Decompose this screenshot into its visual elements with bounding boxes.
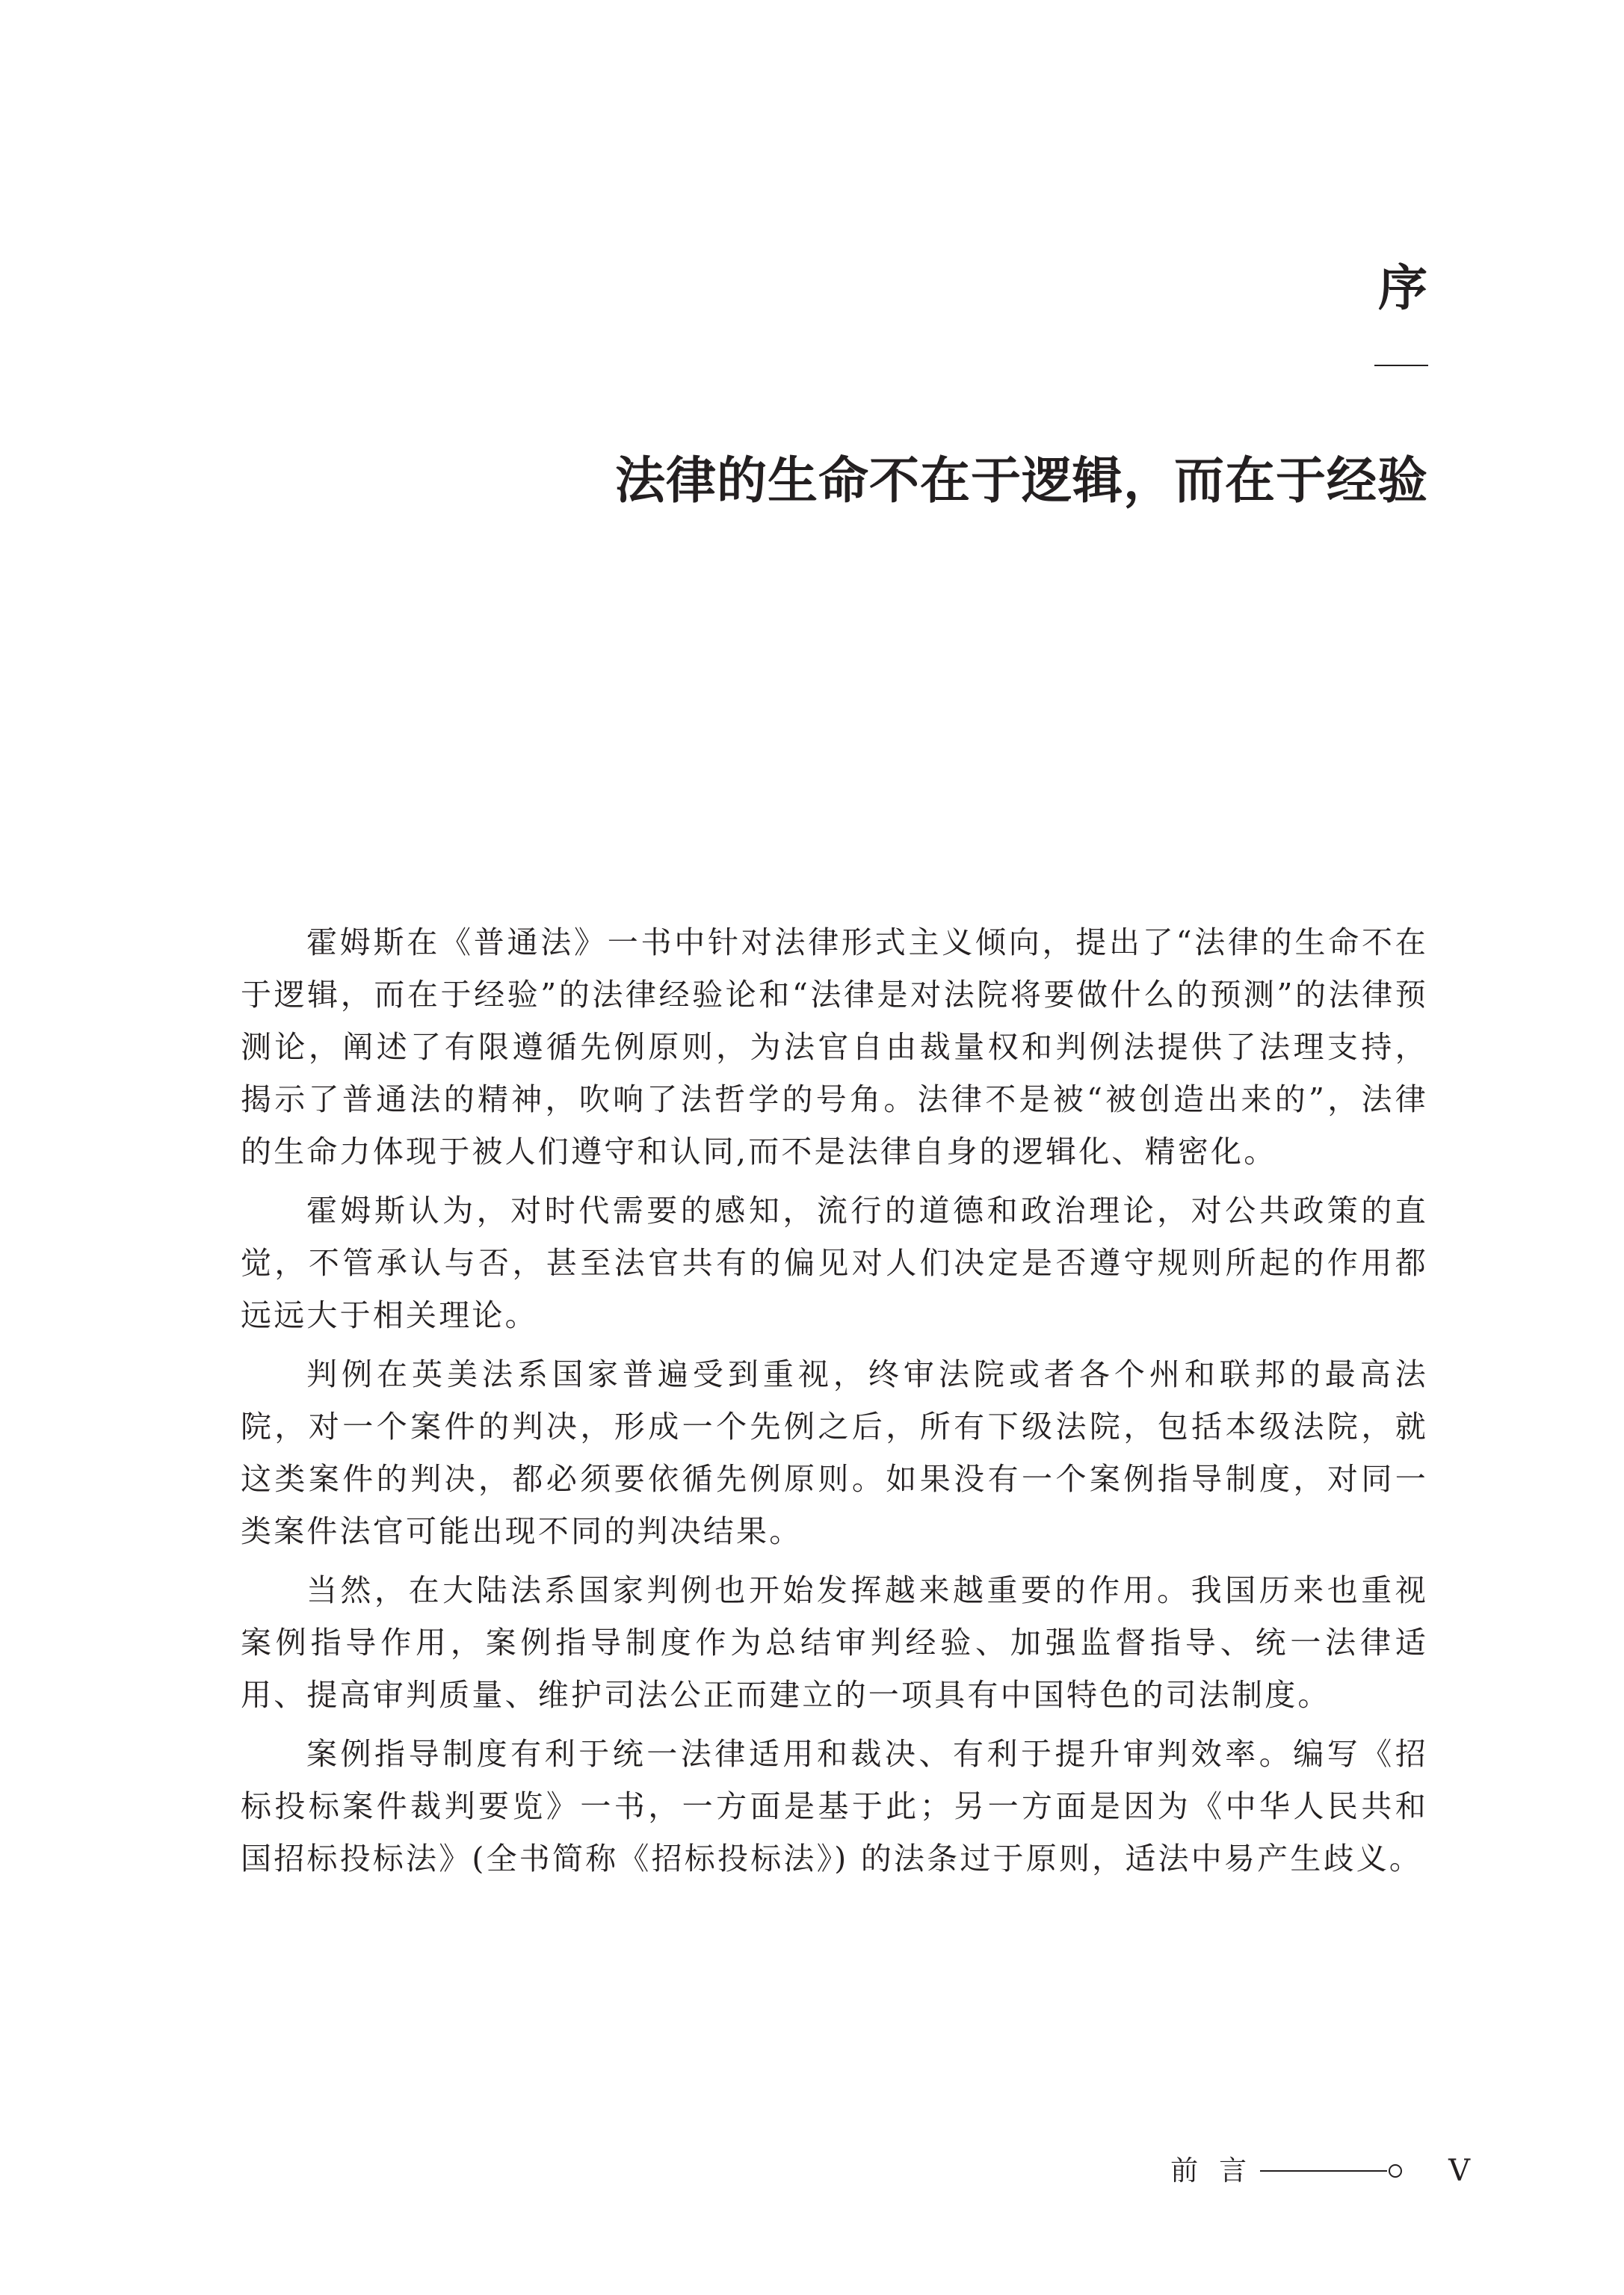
page-footer	[1170, 2149, 1470, 2193]
paragraph: 霍姆斯在《普通法》一书中针对法律形式主义倾向，提出了“法律的生命不在于逻辑，而在于经验”的法律经验论和“法律是对法院将要做什么的预测”的法律预测论，阐述了有限遵循先例原则，为法官自由裁量权和判例法提供了法理支持，揭示了普通法的精神，吹响了法哲学的号角。法律不是被“被创造出来的”，法律的生命力体现于被人们遵守和认同,而不是法律自身的逻辑化、精密化。	[241, 924, 1428, 1170]
footer-rule	[1260, 2170, 1387, 2172]
section-divider	[1374, 365, 1428, 366]
paragraph: 霍姆斯认为，对时代需要的感知，流行的道德和政治理论，对公共政策的直觉，不管承认与否，甚至法官共有的偏见对人们决定是否遵守规则所起的作用都远远大于相关理论。	[241, 1193, 1428, 1333]
section-mark: 序	[1378, 259, 1427, 317]
chapter-title: 法律的生命不在于逻辑，而在于经验	[615, 451, 1428, 510]
paragraph: 当然，在大陆法系国家判例也开始发挥越来越重要的作用。我国历来也重视案例指导作用，案例指导制度作为总结审判经验、加强监督指导、统一法律适用、提高审判质量、维护司法公正而建立的一项具有中国特色的司法制度。	[241, 1572, 1428, 1713]
body-text	[241, 916, 1428, 1891]
page-number: V	[1448, 2154, 1470, 2188]
footer-section-label: 前言	[1170, 2155, 1268, 2187]
paragraph: 判例在英美法系国家普遍受到重视，终审法院或者各个州和联邦的最高法院，对一个案件的判决，形成一个先例之后，所有下级法院，包括本级法院，就这类案件的判决，都必须要依循先例原则。如果没有一个案例指导制度，对同一类案件法官可能出现不同的判决结果。	[241, 1356, 1428, 1549]
footer-circle-icon	[1389, 2164, 1402, 2178]
paragraph: 案例指导制度有利于统一法律适用和裁决、有利于提升审判效率。编写《招标投标案件裁判要览》一书，一方面是基于此；另一方面是因为《中华人民共和国招标投标法》(全书简称《招标投标法》) 的法条过于原则，适法中易产生歧义。	[241, 1736, 1428, 1877]
